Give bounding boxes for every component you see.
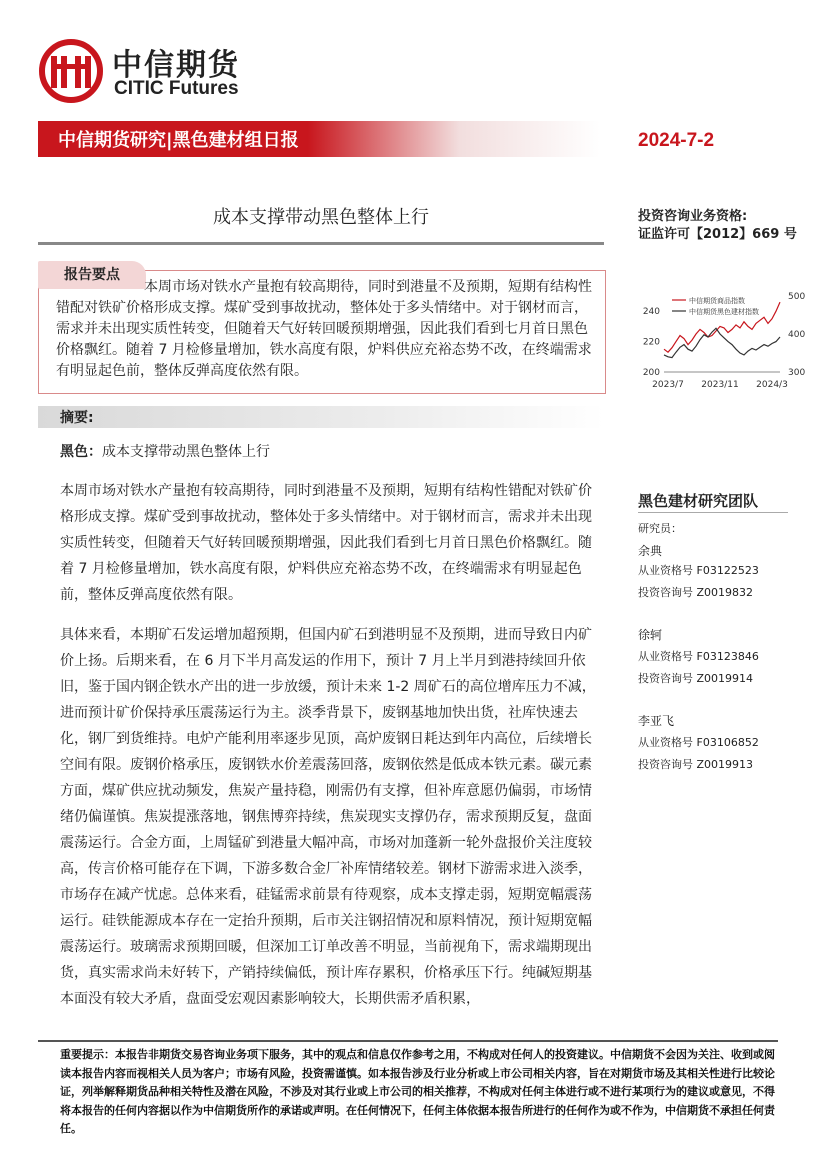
qualification-license: 证监许可【2012】669 号 [638,227,797,242]
summary-paragraph-1: 本周市场对铁水产量抱有较高期待，同时到港量不及预期，短期有结构性错配对铁矿价格形成支撑。煤矿受到事故扰动，整体处于多头情绪中。对于钢材而言，需求并未出现实质性转变，但随着天气好转回暖预期增强，因此我们看到七月首日黑色价格飘红。随着 7 月检修量增加，铁水高度有限，炉料供应充裕态势不改，在终端需求有明显起色前，整体反弹高度依然有限。 [60,483,592,603]
y-left-tick-0: 200 [642,368,660,378]
team-title: 黑色建材研究团队 [638,492,759,510]
summary-paragraph-2: 具体来看，本期矿石发运增加超预期，但国内矿石到港明显不及预期，进而导致日内矿价上扬。后期来看，在 6 月下半月高发运的作用下，预计 7 月上半月到港持续回升依旧，鉴于国内钢企铁水产出的进一步放缓，预计未来 1-2 周矿石的高位增库压力不减，进而预计矿价保持承压震荡运行为主。淡季背景下，废钢基地加快出货，社库快速去化，钢厂到货维持。电炉产能利用率逐步见顶，高炉废钢日耗达到年内高位，后续增长空间有限。废钢价格承压，废钢铁水价差震荡回落，废钢依然是低成本铁元素。碳元素方面，煤矿供应扰动频发，焦炭产量持稳，刚需仍有支撑，但补库意愿仍偏弱，市场情绪仍偏谨慎。焦炭提涨落地，钢焦博弈持续，焦炭现实支撑仍存，需求预期反复，盘面震荡运行。合金方面，上周锰矿到港量大幅冲高，市场对加蓬新一轮外盘报价关注度较高，传言价格可能存在下调，下游多数合金厂补库情绪较差。钢材下游需求进入淡季，市场存在减产忧虑。总体来看，硅锰需求前景有待观察，成本支撑走弱，短期宽幅震荡运行。硅铁能源成本存在一定抬升预期，后市关注钢招情况和原料情况，预计短期宽幅震荡运行。玻璃需求预期回暖，但深加工订单改善不明显，当前视角下，需求端期现出货，真实需求尚未好转下，产销持续偏低，预计库存累积，价格承压下行。纯碱短期基本面没有较大矛盾，盘面受宏观因素影响较大，长期供需矛盾积累， [60,627,596,1007]
y-right-tick-1: 400 [788,330,806,340]
qualification-label: 投资咨询业务资格: [638,209,748,224]
legend-label-0: 中信期货商品指数 [689,297,745,305]
headline-prefix: 黑色： [60,444,102,460]
citic-logo [38,38,268,102]
logo-chinese-name: 中信期货 [112,48,240,83]
disclaimer: 重要提示：本报告非期货交易咨询业务项下服务，其中的观点和信息仅作参考之用，不构成对任何人的投资建议。中信期货不会因为关注、收到或阅读本报告内容而视相关人员为客户；市场有风险，投资需谨慎。如本报告涉及行业分析或上市公司相关内容，旨在对期货市场及其相关性进行比较论证，列举解释期货品种相关特性及潜在风险，不涉及对其行业或上市公司的相关推荐，不构成对任何主体进行或不进行某项行为的建议或意见，不得将本报告的任何内容据以作为中信期货所作的承诺或声明。在任何情况下，任何主体依据本报告所进行的任何作为或不作为，中信期货不承担任何责任。 [60,1048,775,1135]
footer-divider [38,1040,778,1042]
member-license: 从业资格号 F03123846 [638,650,759,663]
y-right-tick-0: 300 [788,368,806,378]
member-name: 余典 [638,544,663,558]
y-right-tick-2: 500 [788,292,806,302]
headline-text: 成本支撑带动黑色整体上行 [102,444,270,460]
key-points-label: 报告要点 [38,261,146,289]
x-tick-0: 2023/7 [652,380,684,390]
y-left-tick-1: 220 [642,337,660,348]
logo-english-name: CITIC Futures [114,78,239,99]
report-date: 2024-7-2 [638,130,715,151]
x-tick-1: 2023/11 [701,380,739,390]
citic-emblem-icon [38,38,104,104]
member-advisory: 投资咨询号 Z0019913 [638,758,754,771]
member-advisory: 投资咨询号 Z0019914 [638,672,754,685]
summary-headline [60,439,604,465]
member-name: 徐轲 [638,628,663,642]
key-points-text: 本周市场对铁水产量抱有较高期待，同时到港量不及预期，短期有结构性错配对铁矿价格形成支撑。煤矿受到事故扰动，整体处于多头情绪中。对于钢材而言，需求并未出现实质性转变，但随着天气好转回暖预期增强，因此我们看到七月首日黑色价格飘红。随着 7 月检修量增加，铁水高度有限，炉料供应充裕态势不改，在终端需求有明显起色前，整体反弹高度依然有限。 [56,279,592,379]
summary-bar [38,406,604,428]
team-role: 研究员： [638,522,682,535]
team-divider [638,512,788,513]
y-left-tick-2: 240 [642,307,660,318]
legend-label-1: 中信期货黑色建材指数 [689,308,759,316]
member-license: 从业资格号 F03106852 [638,736,759,749]
member-name: 李亚飞 [638,714,675,728]
member-license: 从业资格号 F03122523 [638,564,759,577]
index-line-chart [632,288,812,396]
member-advisory: 投资咨询号 Z0019832 [638,586,754,599]
series-line-1 [664,328,780,357]
summary-label: 摘要: [60,410,94,426]
x-tick-2: 2024/3 [756,380,788,390]
report-series-title: 中信期货研究|黑色建材组日报 [58,130,299,151]
title-divider [38,242,604,245]
report-title: 成本支撑带动黑色整体上行 [213,207,429,228]
